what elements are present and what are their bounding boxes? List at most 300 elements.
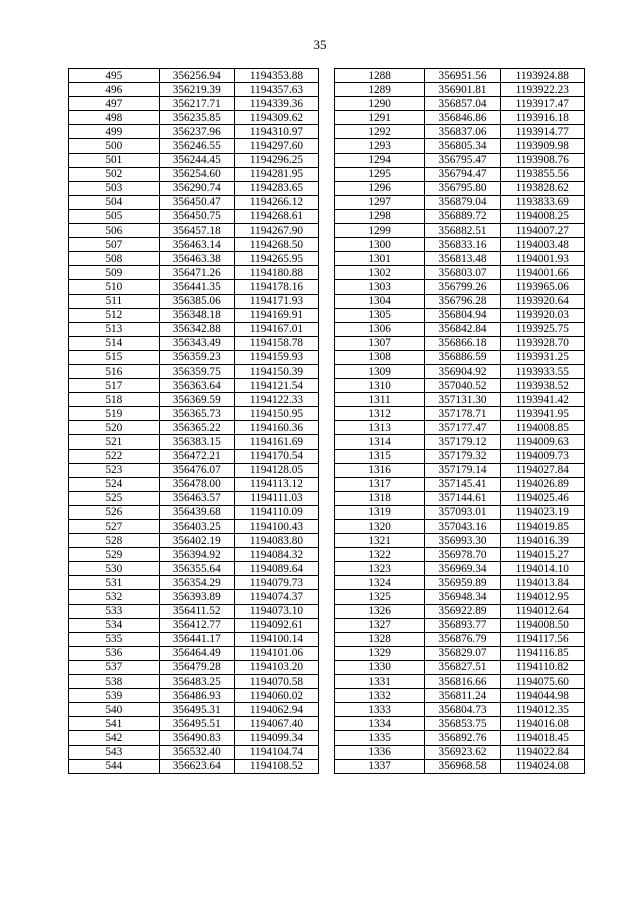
left-y-coordinate-cell: 1194104.74 [234,745,318,759]
table-row [69,534,585,548]
right-point-number-cell: 1305 [334,308,425,322]
left-point-number-cell: 508 [69,252,160,266]
right-x-coordinate-cell: 357093.01 [425,505,500,519]
left-point-number-cell: 528 [69,534,160,548]
right-y-coordinate-cell: 1193916.18 [500,111,584,125]
right-x-coordinate-cell: 356879.04 [425,195,500,209]
column-gap [319,632,335,646]
table-row [69,167,585,181]
column-gap [319,534,335,548]
table-row [69,505,585,519]
right-y-coordinate-cell: 1194008.85 [500,421,584,435]
right-x-coordinate-cell: 357177.47 [425,421,500,435]
right-point-number-cell: 1318 [334,491,425,505]
left-point-number-cell: 520 [69,421,160,435]
left-x-coordinate-cell: 356476.07 [159,463,234,477]
right-point-number-cell: 1314 [334,435,425,449]
left-y-coordinate-cell: 1194121.54 [234,379,318,393]
right-point-number-cell: 1335 [334,731,425,745]
left-x-coordinate-cell: 356450.75 [159,209,234,223]
column-gap [319,294,335,308]
right-point-number-cell: 1302 [334,266,425,280]
left-x-coordinate-cell: 356412.77 [159,618,234,632]
left-point-number-cell: 524 [69,477,160,491]
right-y-coordinate-cell: 1193928.70 [500,336,584,350]
left-y-coordinate-cell: 1194180.88 [234,266,318,280]
left-y-coordinate-cell: 1194283.65 [234,181,318,195]
left-y-coordinate-cell: 1194100.43 [234,520,318,534]
table-row [69,491,585,505]
right-y-coordinate-cell: 1194117.56 [500,632,584,646]
table-row [69,689,585,703]
left-point-number-cell: 523 [69,463,160,477]
table-row [69,449,585,463]
left-x-coordinate-cell: 356478.00 [159,477,234,491]
left-point-number-cell: 516 [69,364,160,378]
right-x-coordinate-cell: 356968.58 [425,759,500,773]
right-point-number-cell: 1325 [334,590,425,604]
right-x-coordinate-cell: 356886.59 [425,350,500,364]
left-y-coordinate-cell: 1194073.10 [234,604,318,618]
right-x-coordinate-cell: 357179.14 [425,463,500,477]
left-point-number-cell: 498 [69,111,160,125]
right-x-coordinate-cell: 356904.92 [425,364,500,378]
right-point-number-cell: 1332 [334,689,425,703]
left-y-coordinate-cell: 1194170.54 [234,449,318,463]
left-x-coordinate-cell: 356290.74 [159,181,234,195]
left-point-number-cell: 535 [69,632,160,646]
table-row [69,632,585,646]
left-point-number-cell: 504 [69,195,160,209]
right-y-coordinate-cell: 1193908.76 [500,153,584,167]
right-x-coordinate-cell: 356829.07 [425,646,500,660]
left-x-coordinate-cell: 356365.73 [159,407,234,421]
column-gap [319,379,335,393]
left-y-coordinate-cell: 1194089.64 [234,562,318,576]
right-point-number-cell: 1313 [334,421,425,435]
left-point-number-cell: 533 [69,604,160,618]
table-row [69,139,585,153]
left-point-number-cell: 521 [69,435,160,449]
table-row [69,364,585,378]
left-y-coordinate-cell: 1194339.36 [234,97,318,111]
left-x-coordinate-cell: 356359.23 [159,350,234,364]
table-row [69,252,585,266]
left-point-number-cell: 536 [69,646,160,660]
right-y-coordinate-cell: 1194014.10 [500,562,584,576]
right-x-coordinate-cell: 357131.30 [425,393,500,407]
right-y-coordinate-cell: 1194116.85 [500,646,584,660]
table-row [69,604,585,618]
left-x-coordinate-cell: 356254.60 [159,167,234,181]
table-row [69,463,585,477]
left-x-coordinate-cell: 356623.64 [159,759,234,773]
right-point-number-cell: 1306 [334,322,425,336]
right-x-coordinate-cell: 356889.72 [425,209,500,223]
right-point-number-cell: 1317 [334,477,425,491]
right-y-coordinate-cell: 1194027.84 [500,463,584,477]
right-point-number-cell: 1324 [334,576,425,590]
left-x-coordinate-cell: 356463.14 [159,238,234,252]
right-y-coordinate-cell: 1194012.64 [500,604,584,618]
column-gap [319,548,335,562]
column-gap [319,252,335,266]
right-y-coordinate-cell: 1193833.69 [500,195,584,209]
right-x-coordinate-cell: 356951.56 [425,69,500,83]
right-x-coordinate-cell: 356811.24 [425,689,500,703]
right-y-coordinate-cell: 1193914.77 [500,125,584,139]
table-row [69,675,585,689]
right-point-number-cell: 1298 [334,209,425,223]
left-y-coordinate-cell: 1194297.60 [234,139,318,153]
right-y-coordinate-cell: 1194007.27 [500,224,584,238]
left-x-coordinate-cell: 356441.35 [159,280,234,294]
left-point-number-cell: 544 [69,759,160,773]
right-point-number-cell: 1327 [334,618,425,632]
left-point-number-cell: 530 [69,562,160,576]
column-gap [319,153,335,167]
left-y-coordinate-cell: 1194159.93 [234,350,318,364]
left-x-coordinate-cell: 356235.85 [159,111,234,125]
left-y-coordinate-cell: 1194281.95 [234,167,318,181]
right-x-coordinate-cell: 356948.34 [425,590,500,604]
right-y-coordinate-cell: 1194012.95 [500,590,584,604]
right-point-number-cell: 1315 [334,449,425,463]
right-x-coordinate-cell: 356794.47 [425,167,500,181]
right-x-coordinate-cell: 356857.04 [425,97,500,111]
table-row [69,350,585,364]
column-gap [319,209,335,223]
column-gap [319,308,335,322]
page-number: 35 [313,37,327,52]
right-point-number-cell: 1288 [334,69,425,83]
right-point-number-cell: 1336 [334,745,425,759]
left-point-number-cell: 496 [69,83,160,97]
left-point-number-cell: 500 [69,139,160,153]
left-x-coordinate-cell: 356369.59 [159,393,234,407]
right-point-number-cell: 1312 [334,407,425,421]
right-y-coordinate-cell: 1194009.63 [500,435,584,449]
right-x-coordinate-cell: 356837.06 [425,125,500,139]
right-point-number-cell: 1311 [334,393,425,407]
left-x-coordinate-cell: 356471.26 [159,266,234,280]
right-point-number-cell: 1290 [334,97,425,111]
left-y-coordinate-cell: 1194268.61 [234,209,318,223]
right-point-number-cell: 1293 [334,139,425,153]
right-point-number-cell: 1296 [334,181,425,195]
left-x-coordinate-cell: 356450.47 [159,195,234,209]
right-x-coordinate-cell: 356804.94 [425,308,500,322]
left-x-coordinate-cell: 356342.88 [159,322,234,336]
right-x-coordinate-cell: 356827.51 [425,660,500,674]
right-y-coordinate-cell: 1193941.95 [500,407,584,421]
right-y-coordinate-cell: 1193965.06 [500,280,584,294]
right-point-number-cell: 1329 [334,646,425,660]
table-row [69,379,585,393]
right-point-number-cell: 1310 [334,379,425,393]
left-x-coordinate-cell: 356217.71 [159,97,234,111]
right-x-coordinate-cell: 356853.75 [425,717,500,731]
table-row [69,660,585,674]
column-gap [319,759,335,773]
right-point-number-cell: 1304 [334,294,425,308]
table-row [69,759,585,773]
left-x-coordinate-cell: 356383.15 [159,435,234,449]
left-y-coordinate-cell: 1194067.40 [234,717,318,731]
left-y-coordinate-cell: 1194357.63 [234,83,318,97]
left-y-coordinate-cell: 1194084.32 [234,548,318,562]
column-gap [319,181,335,195]
left-point-number-cell: 529 [69,548,160,562]
right-x-coordinate-cell: 356816.66 [425,675,500,689]
left-point-number-cell: 514 [69,336,160,350]
right-point-number-cell: 1316 [334,463,425,477]
right-x-coordinate-cell: 357145.41 [425,477,500,491]
left-y-coordinate-cell: 1194267.90 [234,224,318,238]
table-row [69,562,585,576]
right-point-number-cell: 1297 [334,195,425,209]
left-y-coordinate-cell: 1194169.91 [234,308,318,322]
table-row [69,153,585,167]
table-row [69,520,585,534]
right-y-coordinate-cell: 1194012.35 [500,703,584,717]
right-point-number-cell: 1330 [334,660,425,674]
left-y-coordinate-cell: 1194150.39 [234,364,318,378]
right-x-coordinate-cell: 356846.86 [425,111,500,125]
left-point-number-cell: 499 [69,125,160,139]
table-row [69,435,585,449]
left-x-coordinate-cell: 356256.94 [159,69,234,83]
right-point-number-cell: 1320 [334,520,425,534]
left-x-coordinate-cell: 356359.75 [159,364,234,378]
right-point-number-cell: 1322 [334,548,425,562]
column-gap [319,562,335,576]
table-row [69,195,585,209]
table-row [69,745,585,759]
left-y-coordinate-cell: 1194083.80 [234,534,318,548]
coordinates-table [68,68,585,774]
column-gap [319,449,335,463]
left-y-coordinate-cell: 1194178.16 [234,280,318,294]
right-point-number-cell: 1292 [334,125,425,139]
right-y-coordinate-cell: 1193941.42 [500,393,584,407]
left-y-coordinate-cell: 1194128.05 [234,463,318,477]
right-point-number-cell: 1299 [334,224,425,238]
right-y-coordinate-cell: 1194023.19 [500,505,584,519]
right-point-number-cell: 1323 [334,562,425,576]
right-point-number-cell: 1321 [334,534,425,548]
left-point-number-cell: 507 [69,238,160,252]
left-y-coordinate-cell: 1194092.61 [234,618,318,632]
left-x-coordinate-cell: 356495.31 [159,703,234,717]
left-y-coordinate-cell: 1194074.37 [234,590,318,604]
left-point-number-cell: 534 [69,618,160,632]
column-gap [319,364,335,378]
column-gap [319,660,335,674]
column-gap [319,125,335,139]
right-x-coordinate-cell: 356922.89 [425,604,500,618]
left-y-coordinate-cell: 1194150.95 [234,407,318,421]
left-point-number-cell: 538 [69,675,160,689]
left-point-number-cell: 541 [69,717,160,731]
right-y-coordinate-cell: 1194009.73 [500,449,584,463]
right-y-coordinate-cell: 1193933.55 [500,364,584,378]
table-row [69,224,585,238]
left-point-number-cell: 527 [69,520,160,534]
right-y-coordinate-cell: 1194001.66 [500,266,584,280]
right-x-coordinate-cell: 356882.51 [425,224,500,238]
left-point-number-cell: 531 [69,576,160,590]
table-row [69,97,585,111]
column-gap [319,167,335,181]
right-point-number-cell: 1300 [334,238,425,252]
table-row [69,618,585,632]
table-row [69,717,585,731]
right-x-coordinate-cell: 356866.18 [425,336,500,350]
left-point-number-cell: 510 [69,280,160,294]
right-x-coordinate-cell: 356969.34 [425,562,500,576]
coordinates-table-body [69,69,585,774]
right-x-coordinate-cell: 356833.16 [425,238,500,252]
left-point-number-cell: 537 [69,660,160,674]
column-gap [319,97,335,111]
left-y-coordinate-cell: 1194353.88 [234,69,318,83]
right-x-coordinate-cell: 356803.07 [425,266,500,280]
right-x-coordinate-cell: 357144.61 [425,491,500,505]
left-x-coordinate-cell: 356237.96 [159,125,234,139]
left-y-coordinate-cell: 1194266.12 [234,195,318,209]
column-gap [319,336,335,350]
table-row [69,477,585,491]
left-x-coordinate-cell: 356472.21 [159,449,234,463]
left-x-coordinate-cell: 356393.89 [159,590,234,604]
right-x-coordinate-cell: 356876.79 [425,632,500,646]
left-y-coordinate-cell: 1194160.36 [234,421,318,435]
right-y-coordinate-cell: 1194044.98 [500,689,584,703]
column-gap [319,646,335,660]
left-point-number-cell: 512 [69,308,160,322]
right-y-coordinate-cell: 1193925.75 [500,322,584,336]
right-x-coordinate-cell: 357179.32 [425,449,500,463]
right-y-coordinate-cell: 1193828.62 [500,181,584,195]
right-y-coordinate-cell: 1194013.84 [500,576,584,590]
right-point-number-cell: 1301 [334,252,425,266]
column-gap [319,745,335,759]
left-x-coordinate-cell: 356363.64 [159,379,234,393]
right-point-number-cell: 1333 [334,703,425,717]
table-row [69,548,585,562]
left-x-coordinate-cell: 356441.17 [159,632,234,646]
table-row [69,69,585,83]
right-y-coordinate-cell: 1194001.93 [500,252,584,266]
right-x-coordinate-cell: 356805.34 [425,139,500,153]
column-gap [319,675,335,689]
right-y-coordinate-cell: 1194025.46 [500,491,584,505]
table-row [69,590,585,604]
left-y-coordinate-cell: 1194167.01 [234,322,318,336]
right-x-coordinate-cell: 356842.84 [425,322,500,336]
right-y-coordinate-cell: 1194026.89 [500,477,584,491]
right-x-coordinate-cell: 356799.26 [425,280,500,294]
right-point-number-cell: 1328 [334,632,425,646]
left-x-coordinate-cell: 356385.06 [159,294,234,308]
left-x-coordinate-cell: 356490.83 [159,731,234,745]
right-x-coordinate-cell: 356959.89 [425,576,500,590]
left-y-coordinate-cell: 1194113.12 [234,477,318,491]
right-y-coordinate-cell: 1193909.98 [500,139,584,153]
column-gap [319,407,335,421]
left-x-coordinate-cell: 356439.68 [159,505,234,519]
right-x-coordinate-cell: 357178.71 [425,407,500,421]
left-point-number-cell: 503 [69,181,160,195]
left-x-coordinate-cell: 356343.49 [159,336,234,350]
column-gap [319,280,335,294]
left-y-coordinate-cell: 1194100.14 [234,632,318,646]
left-point-number-cell: 543 [69,745,160,759]
right-point-number-cell: 1303 [334,280,425,294]
left-point-number-cell: 539 [69,689,160,703]
column-gap [319,477,335,491]
left-point-number-cell: 518 [69,393,160,407]
table-row [69,181,585,195]
right-x-coordinate-cell: 356813.48 [425,252,500,266]
left-x-coordinate-cell: 356483.25 [159,675,234,689]
right-x-coordinate-cell: 356978.70 [425,548,500,562]
left-point-number-cell: 542 [69,731,160,745]
left-x-coordinate-cell: 356532.40 [159,745,234,759]
right-point-number-cell: 1308 [334,350,425,364]
right-x-coordinate-cell: 357040.52 [425,379,500,393]
left-y-coordinate-cell: 1194110.09 [234,505,318,519]
right-x-coordinate-cell: 356796.28 [425,294,500,308]
left-x-coordinate-cell: 356464.49 [159,646,234,660]
left-point-number-cell: 522 [69,449,160,463]
right-y-coordinate-cell: 1193920.64 [500,294,584,308]
left-point-number-cell: 513 [69,322,160,336]
left-x-coordinate-cell: 356355.64 [159,562,234,576]
left-y-coordinate-cell: 1194296.25 [234,153,318,167]
table-row [69,322,585,336]
left-point-number-cell: 525 [69,491,160,505]
right-y-coordinate-cell: 1193931.25 [500,350,584,364]
right-y-coordinate-cell: 1194018.45 [500,731,584,745]
right-x-coordinate-cell: 356795.80 [425,181,500,195]
right-point-number-cell: 1334 [334,717,425,731]
left-point-number-cell: 506 [69,224,160,238]
column-gap [319,421,335,435]
right-x-coordinate-cell: 356804.73 [425,703,500,717]
column-gap [319,111,335,125]
right-point-number-cell: 1289 [334,83,425,97]
right-y-coordinate-cell: 1194075.60 [500,675,584,689]
right-x-coordinate-cell: 356893.77 [425,618,500,632]
left-y-coordinate-cell: 1194161.69 [234,435,318,449]
column-gap [319,576,335,590]
left-point-number-cell: 497 [69,97,160,111]
left-x-coordinate-cell: 356457.18 [159,224,234,238]
column-gap [319,238,335,252]
left-y-coordinate-cell: 1194070.58 [234,675,318,689]
left-point-number-cell: 515 [69,350,160,364]
right-point-number-cell: 1326 [334,604,425,618]
left-x-coordinate-cell: 356479.28 [159,660,234,674]
right-x-coordinate-cell: 356901.81 [425,83,500,97]
table-row [69,421,585,435]
column-gap [319,463,335,477]
column-gap [319,322,335,336]
column-gap [319,139,335,153]
column-gap [319,505,335,519]
